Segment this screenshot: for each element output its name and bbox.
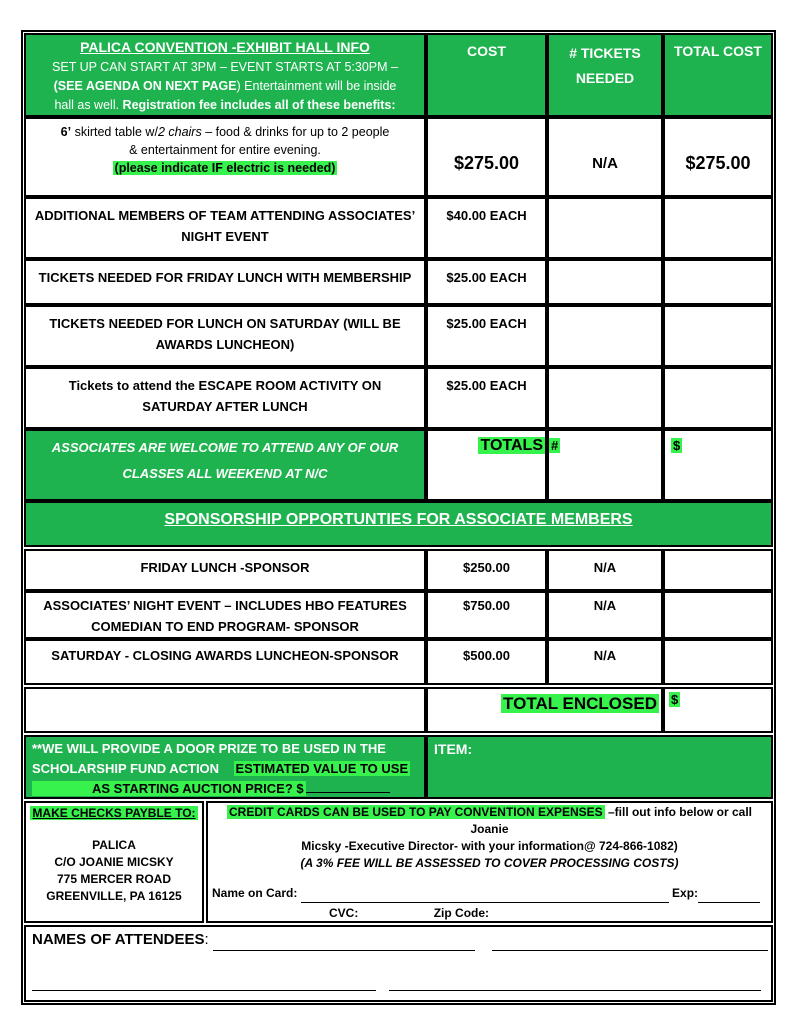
agenda-note: (SEE AGENDA ON NEXT PAGE xyxy=(53,79,237,93)
header-info-cell xyxy=(24,33,426,117)
payee-city: GREENVILLE, PA 16125 xyxy=(46,889,182,903)
checks-box xyxy=(24,801,204,923)
totals-cell xyxy=(426,429,547,501)
sponsor-row-1-tickets: N/A xyxy=(547,549,663,591)
entertainment-text: ) Entertainment will be inside xyxy=(236,79,397,93)
zip-field[interactable] xyxy=(492,905,648,923)
cvc-field[interactable] xyxy=(362,905,424,923)
item-label: ITEM: xyxy=(434,741,473,757)
totals-tickets[interactable]: # xyxy=(547,429,663,501)
sponsor-row-3-cost: $500.00 xyxy=(426,639,547,685)
cvc-label: CVC: xyxy=(329,906,359,920)
item-row-4-tickets[interactable] xyxy=(547,367,663,429)
table-row-tickets: N/A xyxy=(547,117,663,197)
header-tickets: # TICKETS NEEDED xyxy=(547,33,663,117)
header-total-cost: TOTAL COST xyxy=(663,33,773,117)
name-on-card-field[interactable] xyxy=(301,885,669,903)
checks-heading: MAKE CHECKS PAYBLE TO: xyxy=(32,806,196,820)
item-row-1-desc: ADDITIONAL MEMBERS OF TEAM ATTENDING ASSOCIATES’ NIGHT EVENT xyxy=(24,197,426,259)
exp-field[interactable] xyxy=(698,885,760,903)
sponsor-row-1-total[interactable] xyxy=(663,549,773,591)
classes-note: ASSOCIATES ARE WELCOME TO ATTEND ANY OF OUR CLASSES ALL WEEKEND AT N/C xyxy=(24,429,426,501)
sponsor-row-3-total[interactable] xyxy=(663,639,773,685)
zip-label: Zip Code: xyxy=(433,906,490,920)
header-cost: COST xyxy=(426,33,547,117)
total-enclosed-label-cell xyxy=(426,687,663,733)
item-row-3-tickets[interactable] xyxy=(547,305,663,367)
door-prize-item[interactable] xyxy=(426,735,773,799)
attendees-label: NAMES OF ATTENDEES xyxy=(32,931,205,948)
attendees-box: NAMES OF ATTENDEES: xyxy=(24,925,773,1002)
attendee-field-1[interactable] xyxy=(213,929,475,951)
hall-text: hall as well. xyxy=(54,98,123,112)
sponsorship-heading: SPONSORSHIP OPPORTUNTIES FOR ASSOCIATE MEMBERS xyxy=(24,501,773,547)
totals-label: TOTALS xyxy=(480,437,543,454)
sponsor-row-3-tickets: N/A xyxy=(547,639,663,685)
table-row-description: 6’ skirted table w/2 chairs – food & drinks for up to 2 people & entertainment for entire evening. (please indicate IF electric is needed) xyxy=(24,117,426,197)
payee-name: PALICA xyxy=(92,838,136,852)
attendee-field-2[interactable] xyxy=(492,929,768,951)
attendee-field-4[interactable] xyxy=(389,969,761,991)
item-row-3-cost: $25.00 EACH xyxy=(426,305,547,367)
sponsor-row-1-desc: FRIDAY LUNCH -SPONSOR xyxy=(24,549,426,591)
sponsor-row-1-cost: $250.00 xyxy=(426,549,547,591)
sponsor-row-2-desc: ASSOCIATES’ NIGHT EVENT – INCLUDES HBO FEATURES COMEDIAN TO END PROGRAM- SPONSOR xyxy=(24,591,426,639)
sponsor-row-2-cost: $750.00 xyxy=(426,591,547,639)
credit-card-box: CREDIT CARDS CAN BE USED TO PAY CONVENTION EXPENSES –fill out info below or call Joanie Micsky -Executive Director- with your information@ 724-866-1082) (A 3% FEE WILL BE ASSESSED TO COVER PROCESSING COSTS) Name on Card: Exp: CVC: Zip Code: xyxy=(206,801,773,923)
attendee-field-3[interactable] xyxy=(32,969,376,991)
item-row-1-cost: $40.00 EACH xyxy=(426,197,547,259)
item-row-4-cost: $25.00 EACH xyxy=(426,367,547,429)
form-title: PALICA CONVENTION -EXHIBIT HALL INFO xyxy=(80,39,370,55)
payee-co: C/O JOANIE MICSKY xyxy=(54,855,174,869)
item-row-3-desc: TICKETS NEEDED FOR LUNCH ON SATURDAY (WILL BE AWARDS LUNCHEON) xyxy=(24,305,426,367)
exp-label: Exp: xyxy=(672,886,699,900)
door-prize-note: **WE WILL PROVIDE A DOOR PRIZE TO BE USED IN THE SCHOLARSHIP FUND ACTION ESTIMATED VALUE TO USE AS STARTING AUCTION PRICE? $ xyxy=(24,735,426,799)
item-row-2-total[interactable] xyxy=(663,259,773,305)
name-on-card-label: Name on Card: xyxy=(212,886,298,900)
registration-note: Registration fee includes all of these benefits: xyxy=(122,98,396,112)
total-enclosed-blank xyxy=(24,687,426,733)
item-row-4-total[interactable] xyxy=(663,367,773,429)
electric-note: (please indicate IF electric is needed) xyxy=(114,161,336,175)
item-row-1-tickets[interactable] xyxy=(547,197,663,259)
item-row-2-cost: $25.00 EACH xyxy=(426,259,547,305)
table-row-total: $275.00 xyxy=(663,117,773,197)
item-row-4-desc: Tickets to attend the ESCAPE ROOM ACTIVITY ON SATURDAY AFTER LUNCH xyxy=(24,367,426,429)
item-row-1-total[interactable] xyxy=(663,197,773,259)
sponsor-row-2-tickets: N/A xyxy=(547,591,663,639)
total-enclosed-label: TOTAL ENCLOSED xyxy=(503,694,657,713)
item-row-2-tickets[interactable] xyxy=(547,259,663,305)
table-row-cost: $275.00 xyxy=(426,117,547,197)
sponsor-row-3-desc: SATURDAY - CLOSING AWARDS LUNCHEON-SPONSOR xyxy=(24,639,426,685)
credit-card-note: CREDIT CARDS CAN BE USED TO PAY CONVENTION EXPENSES xyxy=(229,805,603,819)
totals-amount[interactable]: $ xyxy=(663,429,773,501)
item-row-3-total[interactable] xyxy=(663,305,773,367)
payee-street: 775 MERCER ROAD xyxy=(56,872,172,886)
total-enclosed-amount[interactable]: $ xyxy=(663,687,773,733)
sponsor-row-2-total[interactable] xyxy=(663,591,773,639)
item-row-2-desc: TICKETS NEEDED FOR FRIDAY LUNCH WITH MEMBERSHIP xyxy=(24,259,426,305)
setup-text: SET UP CAN START AT 3PM – EVENT STARTS AT 5:30PM – xyxy=(52,60,398,74)
